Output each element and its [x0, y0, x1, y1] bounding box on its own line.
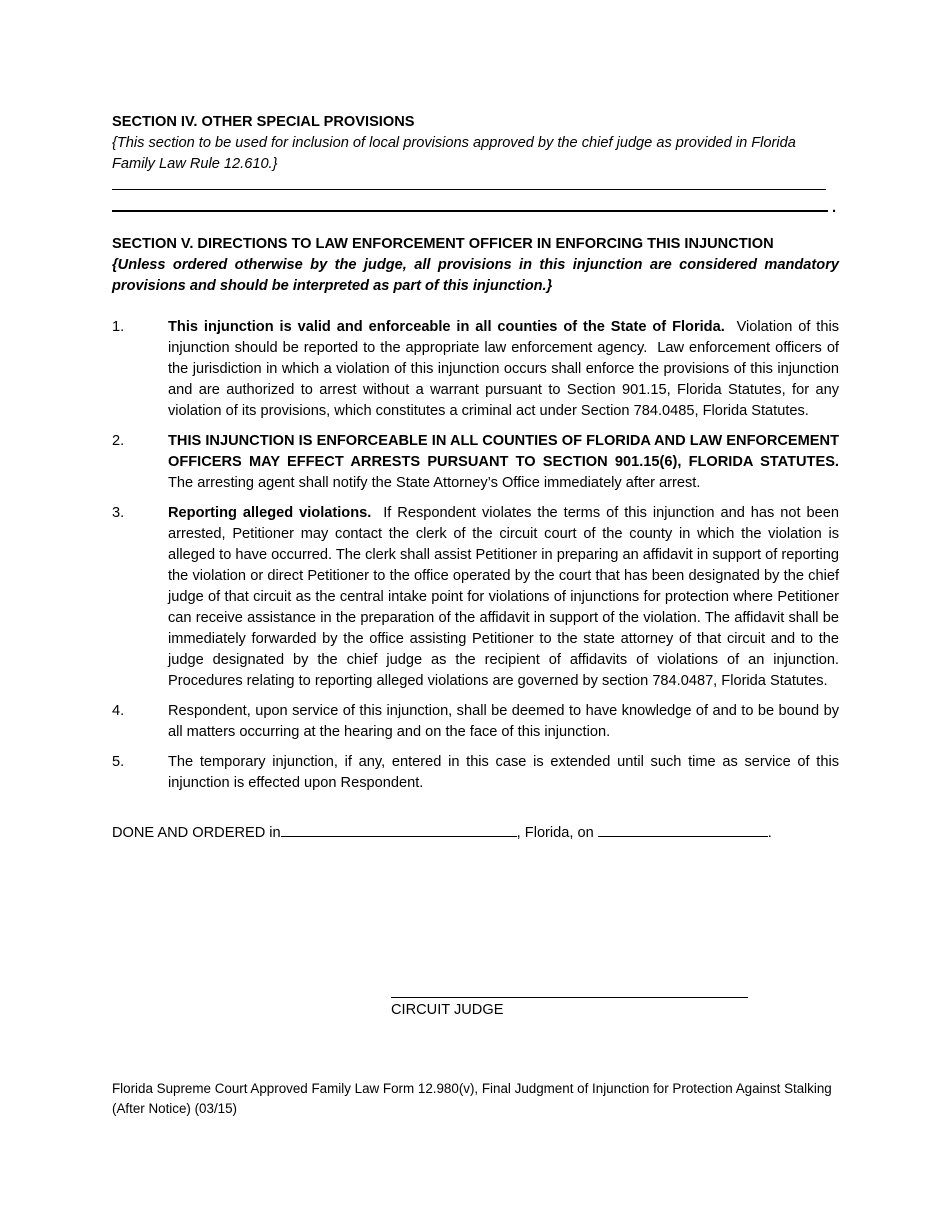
- list-item-text: [168, 752, 839, 794]
- list-item: [112, 701, 839, 743]
- blank-period: .: [831, 200, 836, 216]
- list-item-body: Respondent, upon service of this injunction, shall be deemed to have knowledge of and to be bound by all matters occurring at the hearing and on the face of this injunction.: [168, 703, 839, 740]
- judge-signature-line[interactable]: [391, 983, 748, 998]
- done-and-ordered-suffix: .: [767, 825, 772, 841]
- list-item-bold-lead: THIS INJUNCTION IS ENFORCEABLE IN ALL COUNTIES OF FLORIDA AND LAW ENFORCEMENT OFFICERS MAY EFFECT ARRESTS PURSUANT TO SECTION 901.15(6), FLORIDA STATUTES.: [168, 433, 839, 470]
- list-item-body: Violation of this injunction should be reported to the appropriate law enforcement agency. Law enforcement officers of the jurisdiction in which a violation of this injunction occurs shall enforce the provisions of this injunction and are authorized to arrest without a warrant pursuant to Section 901.15, Florida Statutes, for any violation of its provisions, which constitutes a criminal act under Section 784.0485, Florida Statutes.: [168, 319, 844, 419]
- list-item-number: 4.: [112, 703, 125, 719]
- done-and-ordered-prefix: DONE AND ORDERED in: [112, 825, 281, 841]
- section-v-note: {Unless ordered otherwise by the judge, all provisions in this injunction are considered mandatory provisions and should be interpreted as part of this injunction.}: [112, 257, 839, 294]
- list-item: [112, 503, 844, 692]
- list-item-bold-lead: This injunction is valid and enforceable in all counties of the State of Florida.: [168, 319, 725, 335]
- done-and-ordered-middle: , Florida, on: [516, 825, 598, 841]
- special-provisions-blank-1[interactable]: [112, 177, 826, 190]
- list-item-number: 5.: [112, 754, 125, 770]
- list-item-body: The temporary injunction, if any, entered in this case is extended until such time as service of this injunction is effected upon Respondent.: [168, 754, 839, 791]
- list-item-text: [168, 701, 839, 743]
- list-item: [112, 431, 844, 494]
- list-item-number: 2.: [112, 433, 125, 449]
- list-item-text: [168, 503, 844, 692]
- section-v-heading: SECTION V. DIRECTIONS TO LAW ENFORCEMENT OFFICER IN ENFORCING THIS INJUNCTION: [112, 236, 774, 252]
- done-and-ordered: [112, 822, 839, 844]
- section-iv-heading: SECTION IV. OTHER SPECIAL PROVISIONS: [112, 114, 415, 130]
- special-provisions-blank-2[interactable]: [112, 198, 836, 216]
- county-blank[interactable]: [281, 822, 517, 837]
- list-item-number: 1.: [112, 319, 125, 335]
- form-footer: Florida Supreme Court Approved Family Law Form 12.980(v), Final Judgment of Injunction for Protection Against Stalking (After Notice) (03/15): [112, 1081, 832, 1116]
- list-item-body: The arresting agent shall notify the State Attorney’s Office immediately after arrest.: [168, 454, 844, 491]
- section-iv-note: {This section to be used for inclusion of local provisions approved by the chief judge as provided in Florida Family Law Rule 12.610.}: [112, 135, 796, 172]
- section-iv: [112, 112, 839, 216]
- date-blank[interactable]: [598, 822, 768, 837]
- list-item-body: If Respondent violates the terms of this injunction and has not been arrested, Petitioner may contact the clerk of the circuit court of the county in which the violation is alleged to have occurred. The clerk shall assist Petitioner in preparing an affidavit in support of reporting the violation or direct Petitioner to the office operated by the court that has been designated by the chief judge of that circuit as the central intake point for violations of injunctions for protection where Petitioner can receive assistance in the preparation of the affidavit in support of the violation. The affidavit shall be immediately forwarded by the office assisting Petitioner to the state attorney of that circuit and to the judge designated by the chief judge as the recipient of affidavits of violations of an injunction. Procedures relating to reporting alleged violations are governed by section 784.0487, Florida Statutes.: [168, 505, 844, 689]
- list-item: [112, 317, 844, 422]
- list-item-text: [168, 317, 844, 422]
- list-item-text: [168, 431, 844, 494]
- judge-signature-label: CIRCUIT JUDGE: [391, 1002, 504, 1018]
- enforcement-directions-list: [112, 317, 844, 794]
- list-item-bold-lead: Reporting alleged violations.: [168, 505, 372, 521]
- document-page: [112, 112, 844, 844]
- list-item: [112, 752, 839, 794]
- list-item-number: 3.: [112, 505, 125, 521]
- judge-signature-block: [391, 983, 748, 1021]
- section-v: [112, 234, 844, 794]
